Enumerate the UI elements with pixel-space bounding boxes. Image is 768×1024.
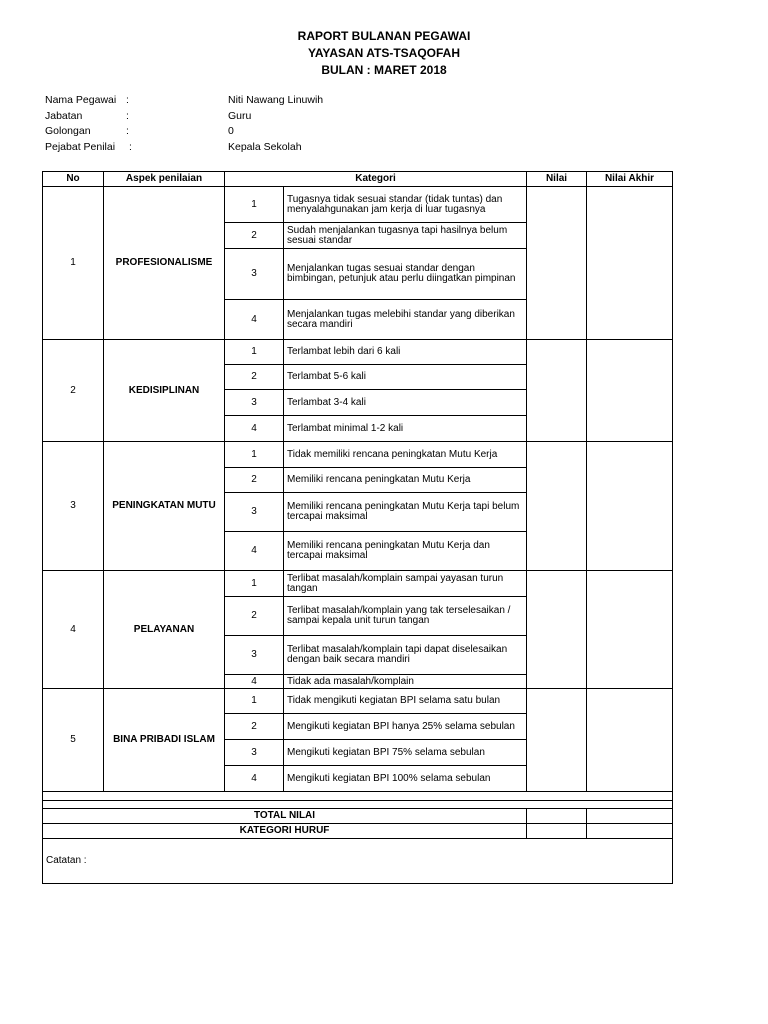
category-description: Memiliki rencana peningkatan Mutu Kerja tapi belum tercapai maksimal [284, 493, 527, 532]
assessment-table [42, 171, 673, 884]
spacer-cell [43, 792, 673, 801]
kategori-huruf-nilai-cell[interactable] [527, 824, 587, 839]
aspect-number: 1 [43, 187, 104, 340]
info-label: Jabatan [45, 109, 83, 122]
category-number: 1 [225, 340, 284, 365]
category-number: 3 [225, 740, 284, 766]
category-number: 4 [225, 416, 284, 442]
aspect-name: BINA PRIBADI ISLAM [104, 689, 225, 792]
table-row [43, 689, 673, 714]
category-number: 3 [225, 493, 284, 532]
nilai-akhir-cell[interactable] [587, 442, 673, 571]
table-row [43, 442, 673, 468]
aspect-number: 4 [43, 571, 104, 689]
category-description: Mengikuti kegiatan BPI hanya 25% selama sebulan [284, 714, 527, 740]
category-number: 4 [225, 532, 284, 571]
report-header [0, 28, 768, 79]
category-description: Terlibat masalah/komplain sampai yayasan turun tangan [284, 571, 527, 597]
nilai-cell[interactable] [527, 571, 587, 689]
aspect-number: 2 [43, 340, 104, 442]
category-description: Terlambat minimal 1-2 kali [284, 416, 527, 442]
aspect-name: PENINGKATAN MUTU [104, 442, 225, 571]
category-description: Menjalankan tugas sesuai standar dengan bimbingan, petunjuk atau perlu diingatkan pimpinan [284, 249, 527, 300]
category-number: 3 [225, 390, 284, 416]
nilai-cell[interactable] [527, 340, 587, 442]
kategori-huruf-row [43, 824, 673, 839]
total-row [43, 809, 673, 824]
category-description: Tidak memiliki rencana peningkatan Mutu Kerja [284, 442, 527, 468]
info-colon: : [126, 125, 129, 137]
category-number: 4 [225, 300, 284, 340]
nilai-cell[interactable] [527, 689, 587, 792]
nilai-cell[interactable] [527, 187, 587, 340]
aspect-number: 5 [43, 689, 104, 792]
aspect-number: 3 [43, 442, 104, 571]
nilai-cell[interactable] [527, 442, 587, 571]
total-label: TOTAL NILAI [43, 809, 527, 824]
kategori-huruf-akhir-cell[interactable] [587, 824, 673, 839]
category-number: 2 [225, 714, 284, 740]
info-value: Niti Nawang Linuwih [228, 94, 324, 106]
category-number: 2 [225, 597, 284, 636]
header-kategori: Kategori [225, 172, 527, 187]
aspect-name: PROFESIONALISME [104, 187, 225, 340]
organization-name: YAYASAN ATS-TSAQOFAH [307, 46, 461, 60]
category-description: Terlambat 3-4 kali [284, 390, 527, 416]
header-aspek: Aspek penilaian [104, 172, 225, 187]
table-header-row [43, 172, 673, 187]
spacer-row [43, 801, 673, 809]
total-nilai-cell[interactable] [527, 809, 587, 824]
header-no: No [43, 172, 104, 187]
info-colon: : [126, 109, 129, 122]
info-value: 0 [228, 125, 234, 137]
category-number: 1 [225, 442, 284, 468]
category-description: Mengikuti kegiatan BPI 100% selama sebulan [284, 766, 527, 792]
total-nilai-akhir-cell[interactable] [587, 809, 673, 824]
category-description: Terlibat masalah/komplain tapi dapat diselesaikan dengan baik secara mandiri [284, 636, 527, 675]
category-number: 2 [225, 365, 284, 390]
category-number: 2 [225, 468, 284, 493]
info-colon: : [129, 140, 132, 153]
kategori-huruf-label: KATEGORI HURUF [43, 824, 527, 839]
category-description: Mengikuti kegiatan BPI 75% selama sebulan [284, 740, 527, 766]
table-row [43, 187, 673, 223]
info-label: Pejabat Penilai [45, 140, 116, 153]
catatan-label: Catatan : [46, 855, 87, 866]
catatan-row [43, 839, 673, 884]
nilai-akhir-cell[interactable] [587, 187, 673, 340]
category-number: 1 [225, 187, 284, 223]
category-description: Terlambat 5-6 kali [284, 365, 527, 390]
category-description: Terlibat masalah/komplain yang tak terselesaikan / sampai kepala unit turun tangan [284, 597, 527, 636]
info-colon: : [126, 94, 129, 106]
report-title: RAPORT BULANAN PEGAWAI [297, 29, 471, 43]
catatan-cell[interactable] [43, 839, 673, 884]
aspect-name: KEDISIPLINAN [104, 340, 225, 442]
info-value: Guru [228, 109, 252, 122]
category-description: Sudah menjalankan tugasnya tapi hasilnya belum sesuai standar [284, 223, 527, 249]
info-label: Golongan [45, 125, 91, 137]
category-number: 4 [225, 766, 284, 792]
spacer-row [43, 792, 673, 801]
category-description: Tidak ada masalah/komplain [284, 675, 527, 689]
report-month: BULAN : MARET 2018 [321, 63, 447, 77]
info-label: Nama Pegawai [45, 94, 117, 106]
category-description: Menjalankan tugas melebihi standar yang diberikan secara mandiri [284, 300, 527, 340]
table-row [43, 340, 673, 365]
aspect-name: PELAYANAN [104, 571, 225, 689]
header-nilai-akhir: Nilai Akhir [587, 172, 673, 187]
nilai-akhir-cell[interactable] [587, 689, 673, 792]
category-description: Tidak mengikuti kegiatan BPI selama satu bulan [284, 689, 527, 714]
category-description: Terlambat lebih dari 6 kali [284, 340, 527, 365]
header-nilai: Nilai [527, 172, 587, 187]
spacer-cell [43, 801, 673, 809]
category-number: 3 [225, 636, 284, 675]
table-row [43, 571, 673, 597]
nilai-akhir-cell[interactable] [587, 571, 673, 689]
category-number: 4 [225, 675, 284, 689]
category-description: Memiliki rencana peningkatan Mutu Kerja dan tercapai maksimal [284, 532, 527, 571]
category-number: 1 [225, 689, 284, 714]
category-description: Tugasnya tidak sesuai standar (tidak tuntas) dan menyalahgunakan jam kerja di luar tugasnya [284, 187, 527, 223]
category-number: 1 [225, 571, 284, 597]
category-number: 3 [225, 249, 284, 300]
info-value: Kepala Sekolah [228, 140, 302, 153]
nilai-akhir-cell[interactable] [587, 340, 673, 442]
category-description: Memiliki rencana peningkatan Mutu Kerja [284, 468, 527, 493]
category-number: 2 [225, 223, 284, 249]
